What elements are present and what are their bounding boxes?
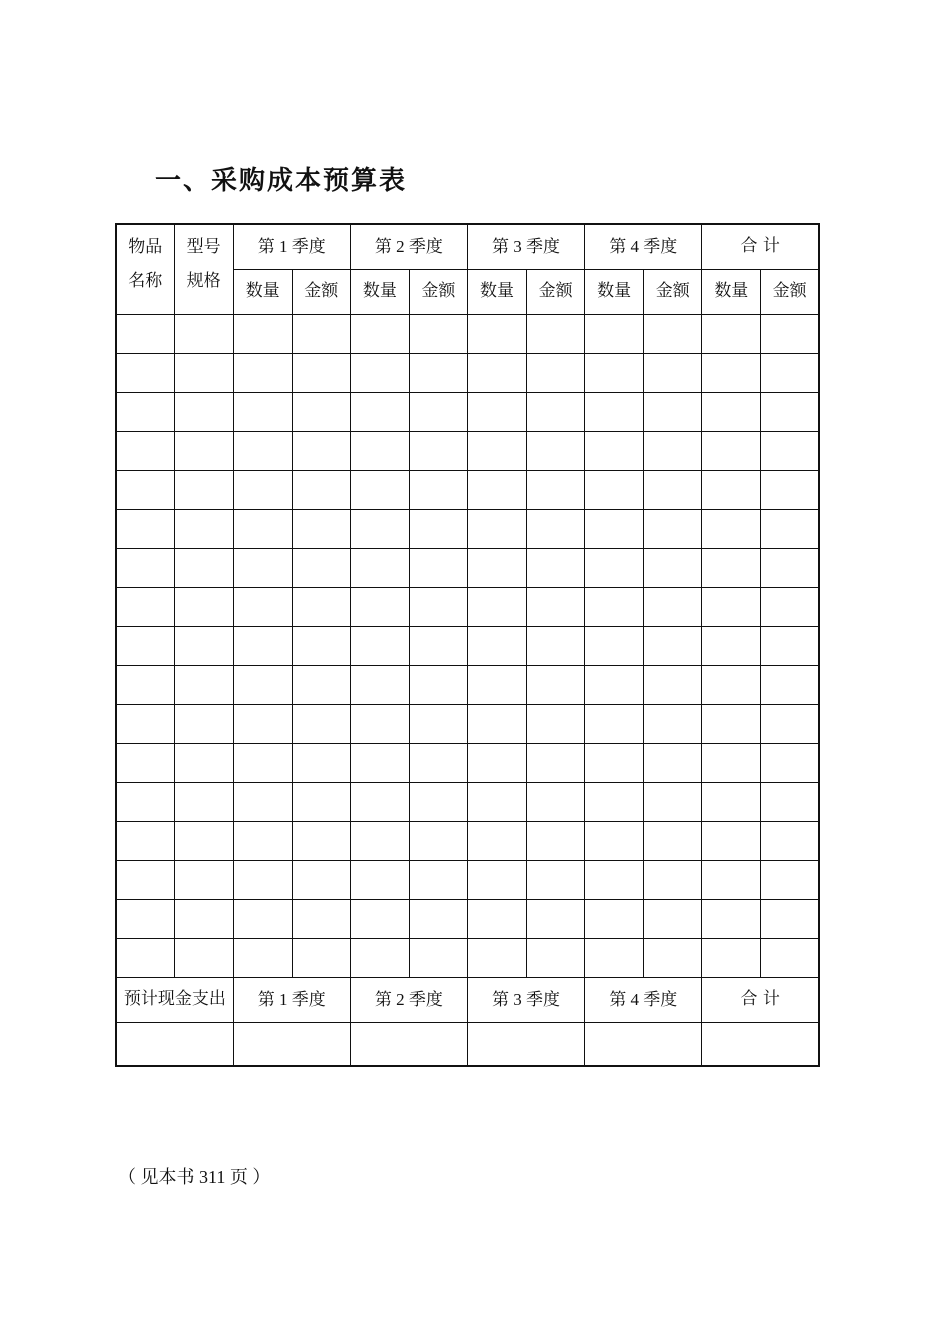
- table-cell[interactable]: [644, 665, 702, 704]
- table-cell[interactable]: [409, 431, 467, 470]
- q3-amount-header: 金额: [527, 269, 585, 314]
- table-cell[interactable]: [702, 470, 761, 509]
- quarter-1-header: 第 1 季度: [233, 224, 350, 269]
- cash-quarter-2-header: 第 2 季度: [350, 977, 467, 1022]
- table-cell[interactable]: [174, 704, 233, 743]
- table-cell[interactable]: [585, 938, 644, 977]
- table-cell[interactable]: [585, 314, 644, 353]
- table-cell[interactable]: [761, 821, 819, 860]
- table-cell[interactable]: [644, 821, 702, 860]
- table-cell[interactable]: [350, 665, 409, 704]
- table-cell[interactable]: [761, 743, 819, 782]
- quarter-3-header: 第 3 季度: [467, 224, 584, 269]
- q3-qty-header: 数量: [467, 269, 526, 314]
- table-cell[interactable]: [174, 860, 233, 899]
- table-cell[interactable]: [527, 665, 585, 704]
- table-cell[interactable]: [233, 821, 292, 860]
- table-cell[interactable]: [761, 353, 819, 392]
- table-cell[interactable]: [527, 587, 585, 626]
- table-cell[interactable]: [233, 665, 292, 704]
- table-cell[interactable]: [116, 821, 174, 860]
- table-row: [116, 743, 819, 782]
- table-cell[interactable]: [467, 938, 526, 977]
- table-cell[interactable]: [174, 470, 233, 509]
- table-cell[interactable]: [702, 392, 761, 431]
- table-cell[interactable]: [644, 938, 702, 977]
- table-cell[interactable]: [116, 548, 174, 587]
- table-cell[interactable]: [233, 626, 292, 665]
- table-cell[interactable]: [233, 392, 292, 431]
- table-cell[interactable]: [644, 314, 702, 353]
- table-row: [116, 626, 819, 665]
- table-cell[interactable]: [350, 470, 409, 509]
- table-cell[interactable]: [761, 587, 819, 626]
- table-cell[interactable]: [116, 392, 174, 431]
- table-cell[interactable]: [702, 821, 761, 860]
- cash-quarter-4-header: 第 4 季度: [585, 977, 702, 1022]
- table-cell[interactable]: [409, 743, 467, 782]
- table-cell[interactable]: [116, 431, 174, 470]
- table-cell[interactable]: [350, 587, 409, 626]
- table-row: [116, 938, 819, 977]
- page-title: 一、采购成本预算表: [155, 166, 408, 196]
- table-cell[interactable]: [233, 587, 292, 626]
- table-cell[interactable]: [585, 860, 644, 899]
- table-cell[interactable]: [409, 509, 467, 548]
- table-cell[interactable]: [350, 899, 409, 938]
- table-cell[interactable]: [292, 860, 350, 899]
- table-cell[interactable]: [761, 314, 819, 353]
- table-cell[interactable]: [467, 821, 526, 860]
- table-cell[interactable]: [116, 626, 174, 665]
- table-cell[interactable]: [585, 704, 644, 743]
- table-cell[interactable]: [644, 899, 702, 938]
- table-cell[interactable]: [116, 587, 174, 626]
- table-cell[interactable]: [761, 860, 819, 899]
- cash-value-cell[interactable]: [585, 1022, 702, 1066]
- table-cell[interactable]: [233, 353, 292, 392]
- table-cell[interactable]: [116, 899, 174, 938]
- table-cell[interactable]: [350, 548, 409, 587]
- table-row: [116, 782, 819, 821]
- table-cell[interactable]: [644, 392, 702, 431]
- table-cell[interactable]: [350, 392, 409, 431]
- table-cell[interactable]: [233, 938, 292, 977]
- table-cell[interactable]: [761, 665, 819, 704]
- table-cell[interactable]: [292, 548, 350, 587]
- table-cell[interactable]: [350, 353, 409, 392]
- item-name-header: 物品 名称: [116, 224, 174, 314]
- table-cell[interactable]: [702, 587, 761, 626]
- table-cell[interactable]: [761, 548, 819, 587]
- page-reference-note: （ 见本书 311 页 ）: [118, 1167, 271, 1187]
- table-cell[interactable]: [292, 470, 350, 509]
- table-cell[interactable]: [233, 314, 292, 353]
- table-cell[interactable]: [174, 899, 233, 938]
- table-cell[interactable]: [174, 743, 233, 782]
- table-cell[interactable]: [174, 821, 233, 860]
- table-cell[interactable]: [702, 665, 761, 704]
- table-cell[interactable]: [585, 548, 644, 587]
- cash-quarter-1-header: 第 1 季度: [233, 977, 350, 1022]
- table-cell[interactable]: [174, 353, 233, 392]
- table-cell[interactable]: [761, 782, 819, 821]
- cash-value-row: [116, 1022, 819, 1066]
- table-row: [116, 587, 819, 626]
- table-cell[interactable]: [292, 743, 350, 782]
- table-cell[interactable]: [467, 548, 526, 587]
- cash-quarter-3-header: 第 3 季度: [467, 977, 584, 1022]
- table-cell[interactable]: [292, 587, 350, 626]
- table-cell[interactable]: [174, 431, 233, 470]
- table-cell[interactable]: [527, 743, 585, 782]
- table-cell[interactable]: [292, 626, 350, 665]
- table-cell[interactable]: [292, 431, 350, 470]
- table-cell[interactable]: [644, 860, 702, 899]
- table-cell[interactable]: [527, 704, 585, 743]
- table-cell[interactable]: [350, 626, 409, 665]
- table-cell[interactable]: [409, 665, 467, 704]
- table-cell[interactable]: [527, 470, 585, 509]
- table-cell[interactable]: [233, 860, 292, 899]
- table-cell[interactable]: [527, 353, 585, 392]
- q4-amount-header: 金额: [644, 269, 702, 314]
- table-cell[interactable]: [585, 392, 644, 431]
- table-cell[interactable]: [174, 626, 233, 665]
- table-cell[interactable]: [174, 938, 233, 977]
- table-cell[interactable]: [585, 431, 644, 470]
- table-cell[interactable]: [116, 509, 174, 548]
- table-cell[interactable]: [527, 938, 585, 977]
- table-cell[interactable]: [292, 899, 350, 938]
- total-amount-header: 金额: [761, 269, 819, 314]
- table-cell[interactable]: [116, 353, 174, 392]
- table-cell[interactable]: [644, 470, 702, 509]
- table-cell[interactable]: [467, 665, 526, 704]
- table-row: [116, 704, 819, 743]
- table-cell[interactable]: [233, 431, 292, 470]
- table-cell[interactable]: [585, 587, 644, 626]
- table-cell[interactable]: [702, 548, 761, 587]
- table-cell[interactable]: [527, 626, 585, 665]
- table-cell[interactable]: [409, 782, 467, 821]
- table-cell[interactable]: [292, 821, 350, 860]
- table-cell[interactable]: [116, 704, 174, 743]
- table-cell[interactable]: [292, 314, 350, 353]
- table-cell[interactable]: [702, 314, 761, 353]
- table-cell[interactable]: [585, 509, 644, 548]
- table-cell[interactable]: [350, 821, 409, 860]
- cash-value-cell[interactable]: [233, 1022, 350, 1066]
- total-qty-header: 数量: [702, 269, 761, 314]
- table-cell[interactable]: [174, 782, 233, 821]
- table-cell[interactable]: [585, 899, 644, 938]
- table-cell[interactable]: [350, 860, 409, 899]
- table-cell[interactable]: [527, 392, 585, 431]
- table-cell[interactable]: [467, 782, 526, 821]
- table-cell[interactable]: [409, 704, 467, 743]
- table-cell[interactable]: [174, 665, 233, 704]
- table-row: [116, 431, 819, 470]
- table-cell[interactable]: [174, 548, 233, 587]
- table-cell[interactable]: [644, 704, 702, 743]
- table-cell[interactable]: [644, 509, 702, 548]
- table-cell[interactable]: [409, 587, 467, 626]
- table-cell[interactable]: [527, 899, 585, 938]
- table-cell[interactable]: [292, 704, 350, 743]
- table-cell[interactable]: [350, 782, 409, 821]
- table-cell[interactable]: [761, 899, 819, 938]
- table-row: [116, 548, 819, 587]
- table-cell[interactable]: [350, 938, 409, 977]
- table-cell[interactable]: [702, 782, 761, 821]
- table-cell[interactable]: [467, 704, 526, 743]
- table-cell[interactable]: [702, 509, 761, 548]
- table-cell[interactable]: [292, 938, 350, 977]
- table-cell[interactable]: [409, 353, 467, 392]
- table-cell[interactable]: [116, 665, 174, 704]
- table-cell[interactable]: [644, 548, 702, 587]
- q1-amount-header: 金额: [292, 269, 350, 314]
- table-cell[interactable]: [116, 782, 174, 821]
- quarter-2-header: 第 2 季度: [350, 224, 467, 269]
- q1-qty-header: 数量: [233, 269, 292, 314]
- table-cell[interactable]: [292, 665, 350, 704]
- total-header: 合 计: [702, 224, 819, 269]
- table-cell[interactable]: [527, 860, 585, 899]
- purchase-cost-budget-table: [115, 223, 820, 1067]
- table-cell[interactable]: [527, 821, 585, 860]
- table-cell[interactable]: [527, 548, 585, 587]
- cash-total-header: 合 计: [702, 977, 819, 1022]
- cash-value-cell[interactable]: [350, 1022, 467, 1066]
- table-cell[interactable]: [702, 626, 761, 665]
- table-cell[interactable]: [761, 470, 819, 509]
- model-spec-header: 型号 规格: [174, 224, 233, 314]
- table-cell[interactable]: [585, 782, 644, 821]
- table-cell[interactable]: [233, 704, 292, 743]
- table-cell[interactable]: [585, 743, 644, 782]
- table-cell[interactable]: [233, 509, 292, 548]
- table-row: [116, 392, 819, 431]
- table-cell[interactable]: [761, 509, 819, 548]
- table-cell[interactable]: [467, 743, 526, 782]
- table-cell[interactable]: [292, 392, 350, 431]
- table-cell[interactable]: [467, 470, 526, 509]
- q2-qty-header: 数量: [350, 269, 409, 314]
- table-cell[interactable]: [233, 470, 292, 509]
- table-cell[interactable]: [761, 431, 819, 470]
- table-cell[interactable]: [467, 392, 526, 431]
- table-cell[interactable]: [702, 899, 761, 938]
- table-cell[interactable]: [585, 665, 644, 704]
- table-cell[interactable]: [585, 821, 644, 860]
- table-cell[interactable]: [233, 899, 292, 938]
- q4-qty-header: 数量: [585, 269, 644, 314]
- table-cell[interactable]: [409, 899, 467, 938]
- table-cell[interactable]: [409, 860, 467, 899]
- table-cell[interactable]: [467, 860, 526, 899]
- table-cell[interactable]: [116, 314, 174, 353]
- table-cell[interactable]: [585, 353, 644, 392]
- table-cell[interactable]: [702, 860, 761, 899]
- table-cell[interactable]: [409, 821, 467, 860]
- table-cell[interactable]: [467, 899, 526, 938]
- table-cell[interactable]: [527, 431, 585, 470]
- table-cell[interactable]: [292, 353, 350, 392]
- cash-expense-label: 预计现金支出: [116, 977, 233, 1022]
- table-cell[interactable]: [467, 587, 526, 626]
- table-cell[interactable]: [174, 314, 233, 353]
- table-row: [116, 860, 819, 899]
- table-cell[interactable]: [585, 626, 644, 665]
- table-cell[interactable]: [116, 938, 174, 977]
- table-cell[interactable]: [467, 626, 526, 665]
- table-cell[interactable]: [292, 782, 350, 821]
- table-row: [116, 899, 819, 938]
- table-cell[interactable]: [116, 470, 174, 509]
- quarter-4-header: 第 4 季度: [585, 224, 702, 269]
- table-cell[interactable]: [409, 470, 467, 509]
- cash-value-cell[interactable]: [116, 1022, 233, 1066]
- table-cell[interactable]: [350, 704, 409, 743]
- table-cell[interactable]: [527, 782, 585, 821]
- table-cell[interactable]: [233, 782, 292, 821]
- table-cell[interactable]: [644, 431, 702, 470]
- table-cell[interactable]: [233, 743, 292, 782]
- table-row: [116, 509, 819, 548]
- table-cell[interactable]: [527, 509, 585, 548]
- table-cell[interactable]: [585, 470, 644, 509]
- q2-amount-header: 金额: [409, 269, 467, 314]
- table-cell[interactable]: [644, 353, 702, 392]
- table-cell[interactable]: [116, 743, 174, 782]
- cash-value-cell[interactable]: [702, 1022, 819, 1066]
- table-cell[interactable]: [174, 587, 233, 626]
- table-cell[interactable]: [644, 743, 702, 782]
- table-cell[interactable]: [350, 431, 409, 470]
- table-cell[interactable]: [409, 626, 467, 665]
- table-cell[interactable]: [702, 353, 761, 392]
- table-cell[interactable]: [292, 509, 350, 548]
- header-row-quarters: [116, 224, 819, 269]
- cash-value-cell[interactable]: [467, 1022, 584, 1066]
- table-row: [116, 314, 819, 353]
- cash-header-row: [116, 977, 819, 1022]
- table-cell[interactable]: [702, 743, 761, 782]
- table-row: [116, 821, 819, 860]
- table-cell[interactable]: [644, 626, 702, 665]
- table-cell[interactable]: [174, 509, 233, 548]
- table-cell[interactable]: [644, 782, 702, 821]
- table-row: [116, 665, 819, 704]
- table-cell[interactable]: [467, 509, 526, 548]
- table-cell[interactable]: [761, 626, 819, 665]
- table-cell[interactable]: [467, 431, 526, 470]
- table-cell[interactable]: [409, 938, 467, 977]
- table-row: [116, 470, 819, 509]
- table-cell[interactable]: [644, 587, 702, 626]
- table-cell[interactable]: [702, 938, 761, 977]
- table-row: [116, 353, 819, 392]
- table-cell[interactable]: [350, 743, 409, 782]
- table-cell[interactable]: [174, 392, 233, 431]
- table-cell[interactable]: [467, 314, 526, 353]
- table-cell[interactable]: [116, 860, 174, 899]
- table-cell[interactable]: [350, 509, 409, 548]
- table-cell[interactable]: [761, 938, 819, 977]
- table-cell[interactable]: [350, 314, 409, 353]
- table-cell[interactable]: [409, 314, 467, 353]
- table-cell[interactable]: [761, 392, 819, 431]
- table-cell[interactable]: [702, 431, 761, 470]
- table-cell[interactable]: [467, 353, 526, 392]
- table-cell[interactable]: [761, 704, 819, 743]
- table-cell[interactable]: [409, 548, 467, 587]
- table-cell[interactable]: [527, 314, 585, 353]
- table-cell[interactable]: [702, 704, 761, 743]
- table-cell[interactable]: [409, 392, 467, 431]
- table-cell[interactable]: [233, 548, 292, 587]
